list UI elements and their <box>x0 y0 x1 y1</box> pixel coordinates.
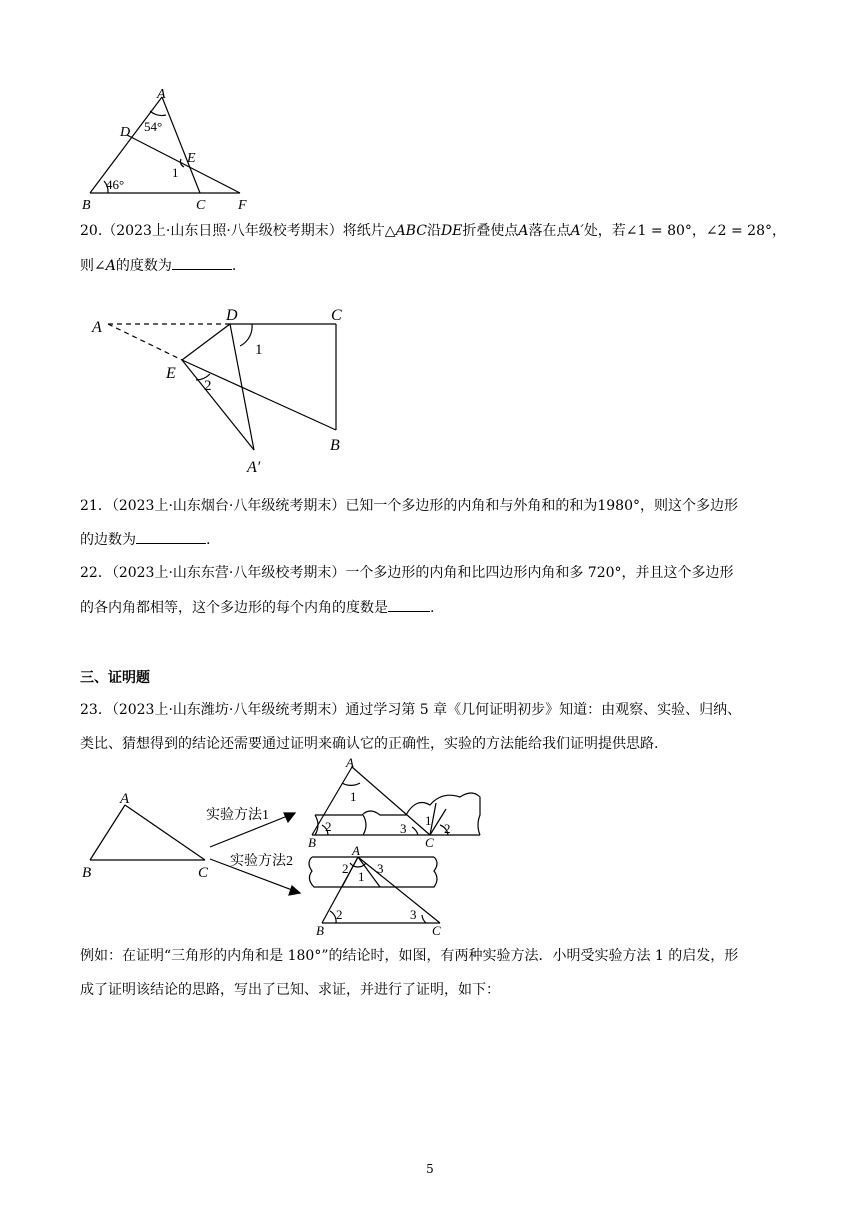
label-a: A <box>92 319 102 336</box>
label-c: C <box>196 198 206 213</box>
label-e: E <box>187 151 196 166</box>
figure-triangle-abcf <box>80 85 260 213</box>
question-23-line2: 类比、猜想得到的结论还需要通过证明来确认它的正确性，实验的方法能给我们证明提供思路. <box>80 736 659 752</box>
m2-label-b: B <box>316 923 324 938</box>
question-22-line2: 的各内角都相等，这个多边形的每个内角的度数是 . <box>80 597 434 618</box>
question-23-line4: 成了证明该结论的思路，写出了已知、求证，并进行了证明，如下： <box>80 982 500 998</box>
label-a: A <box>157 87 166 102</box>
label-angle-2: 2 <box>204 378 212 394</box>
answer-blank-22[interactable] <box>388 597 430 612</box>
figure-folded-triangle <box>90 300 360 485</box>
label-b: B <box>82 865 92 881</box>
m2-angle-1: 1 <box>358 869 365 884</box>
m1-label-a: A <box>346 755 354 770</box>
label-d: D <box>226 307 238 324</box>
m1-angle-3: 3 <box>400 821 407 836</box>
label-a: A <box>120 791 130 807</box>
m2-angle-2b: 2 <box>336 907 343 922</box>
m1-label-b: B <box>308 835 316 850</box>
answer-blank-20[interactable] <box>172 255 232 270</box>
label-b: B <box>330 437 340 454</box>
angle-54: 54° <box>144 119 163 134</box>
page-number: 5 <box>426 1162 434 1176</box>
m1-angle-2b: 2 <box>444 821 451 836</box>
label-c: C <box>331 307 342 324</box>
label-a-prime: A′ <box>247 459 261 476</box>
question-20-line1: 20.（2023上·山东日照·八年级校考期末）将纸片△ABC沿DE折叠使点A落在点A′处，若∠1 = 80°，∠2 = 28°， <box>80 223 786 239</box>
m2-angle-2: 2 <box>342 861 349 876</box>
method2-label: 实验方法2 <box>230 854 293 869</box>
answer-blank-21[interactable] <box>136 529 206 544</box>
section-heading: 三、证明题 <box>80 670 150 686</box>
label-d: D <box>120 125 131 140</box>
m1-angle-1b: 1 <box>425 813 432 828</box>
m2-label-a: A <box>352 843 360 858</box>
method1-label: 实验方法1 <box>206 808 269 823</box>
angle-46: 46° <box>106 177 125 192</box>
question-21-line2: 的边数为 . <box>80 529 210 550</box>
label-e: E <box>166 365 176 382</box>
question-23-line1: 23．（2023上·山东潍坊·八年级统考期末）通过学习第 5 章《几何证明初步》知道：由观察、实验、归纳、 <box>80 702 742 718</box>
m1-angle-1: 1 <box>350 789 357 804</box>
question-23-line3: 例如：在证明“三角形的内角和是 180°”的结论时，如图，有两种实验方法．小明受实验方法 1 的启发，形 <box>80 948 739 964</box>
m2-angle-3b: 3 <box>410 907 417 922</box>
figure-experiment-methods <box>80 735 500 938</box>
label-f: F <box>238 198 247 213</box>
label-b: B <box>82 198 91 213</box>
label-angle-1: 1 <box>255 342 263 358</box>
question-21-line1: 21．（2023上·山东烟台·八年级统考期末）已知一个多边形的内角和与外角和的和为1980°，则这个多边形 <box>80 498 738 514</box>
m2-angle-3: 3 <box>377 861 384 876</box>
question-20-line2: 则∠A的度数为 . <box>80 255 236 276</box>
label-c: C <box>198 865 209 881</box>
question-22-line1: 22．（2023上·山东东营·八年级校考期末）一个多边形的内角和比四边形内角和多 720°，并且这个多边形 <box>80 565 734 581</box>
m1-label-c: C <box>425 835 434 850</box>
m1-angle-2: 2 <box>325 819 332 834</box>
label-angle-1: 1 <box>172 165 179 180</box>
m2-label-c: C <box>432 923 441 938</box>
